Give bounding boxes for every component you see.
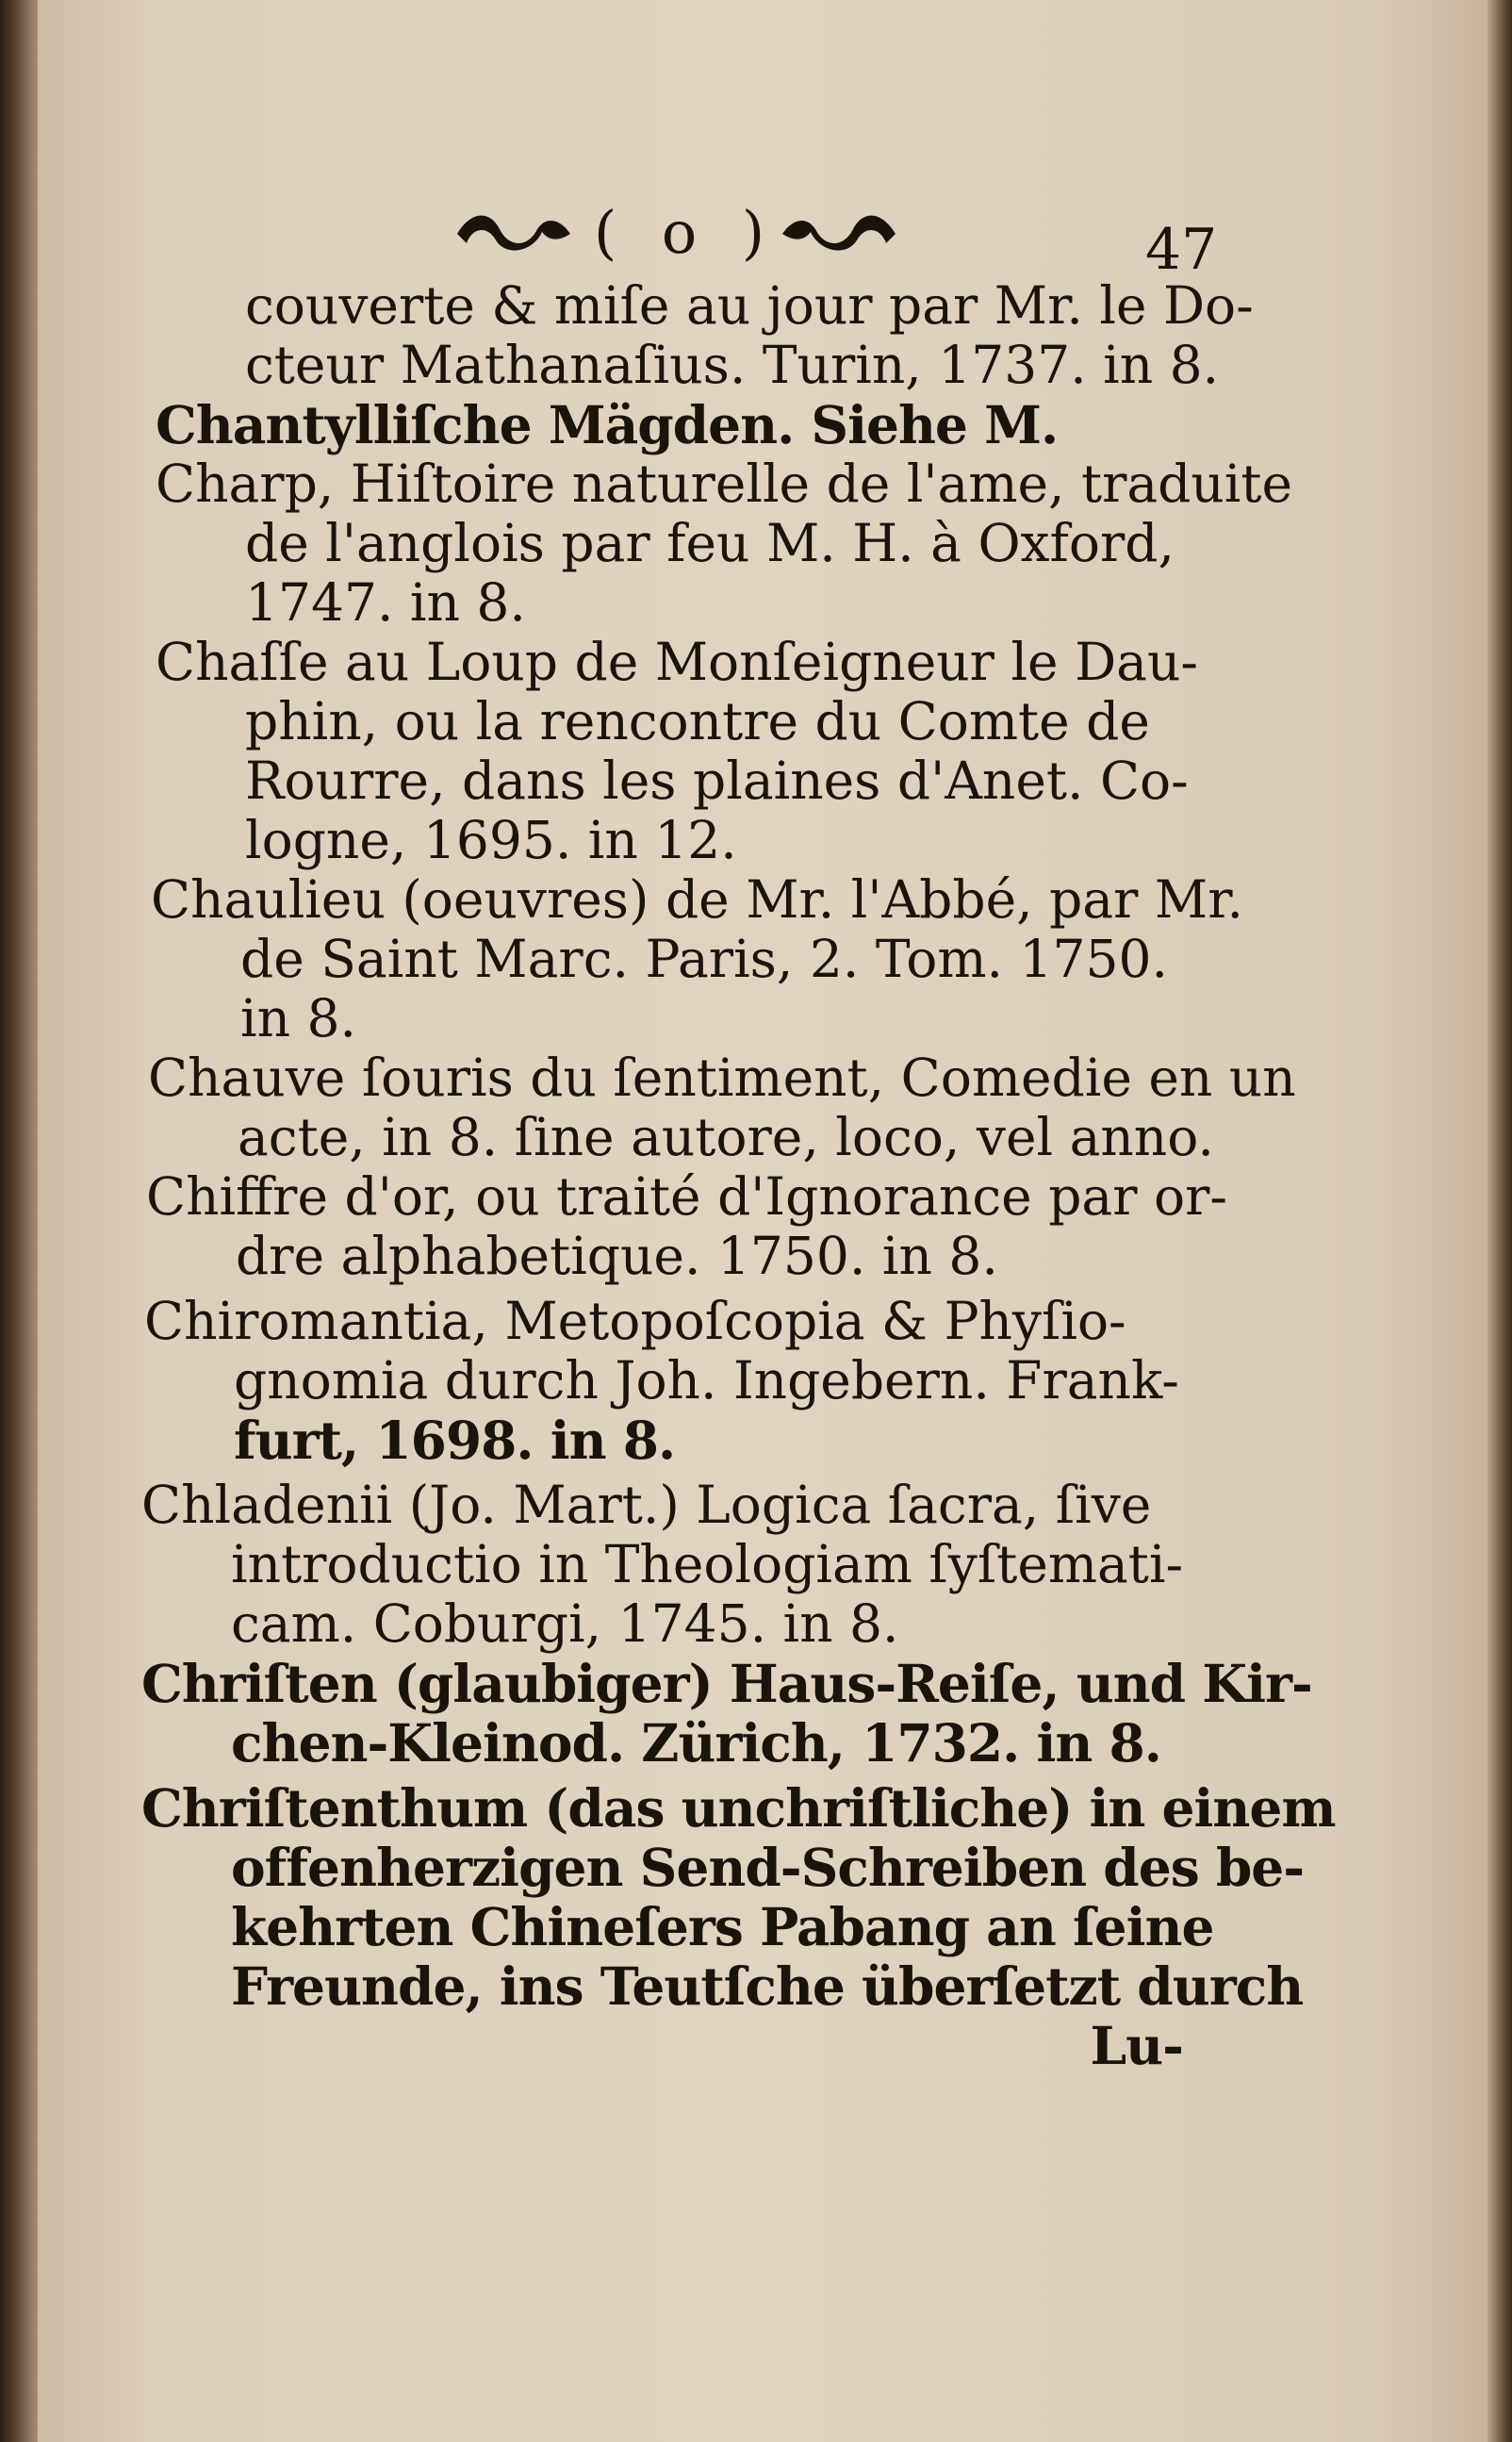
entry <box>146 1166 1227 1286</box>
text-line: Chaſſe au Loup de Monſeigneur le Dau- <box>156 632 1198 692</box>
binding-shadow <box>0 0 38 2442</box>
text-line: gnomia durch Joh. Ingebern. Frank- <box>234 1350 1179 1411</box>
entry-continuation <box>137 275 1254 395</box>
text-line: 1747. in 8. <box>245 572 526 633</box>
page-edge <box>1487 0 1512 2442</box>
header-mark: ( o ) <box>594 198 779 267</box>
text-line: kehrten Chineſers Pabang an ſeine <box>231 1896 1214 1957</box>
text-line: in 8. <box>240 988 356 1048</box>
entry <box>141 1476 1202 1654</box>
catchword: Lu- <box>1090 2015 1183 2076</box>
entry <box>151 869 1243 1048</box>
entry <box>144 1292 1202 1470</box>
ornament-left-icon <box>452 206 575 262</box>
text-line: logne, 1695. in 12. <box>245 810 737 870</box>
text-line: Chladenii (Jo. Mart.) Logica ſacra, ſive <box>141 1475 1152 1535</box>
entry <box>141 1777 1336 2017</box>
running-header <box>452 189 1218 283</box>
text-line: Charp, Hiſtoire naturelle de l'ame, traduite <box>156 454 1293 514</box>
text-line: cam. Coburgi, 1745. in 8. <box>231 1593 899 1654</box>
text-line: furt, 1698. in 8. <box>234 1410 676 1471</box>
text-line: phin, ou la rencontre du Comte de <box>245 691 1150 751</box>
entry <box>156 633 1202 870</box>
text-line: Chauve ſouris du ſentiment, Comedie en un <box>148 1048 1296 1108</box>
body-text <box>137 275 1336 2076</box>
entry <box>156 454 1293 633</box>
text-line: Chiffre d'or, ou traité d'Ignorance par or- <box>146 1166 1227 1227</box>
text-line: Rourre, dans les plaines d'Anet. Co- <box>245 751 1189 811</box>
text-line: chen-Kleinod. Zürich, 1732. in 8. <box>231 1712 1161 1774</box>
ornament-right-icon <box>778 206 900 262</box>
text-line: dre alphabetique. 1750. in 8. <box>236 1226 998 1286</box>
entry <box>141 1653 1312 1774</box>
text-line: de l'anglois par feu M. H. à Oxford, <box>245 513 1175 573</box>
text-line: Freunde, ins Teutſche überſetzt durch <box>231 1955 1304 2017</box>
text-line: de Saint Marc. Paris, 2. Tom. 1750. <box>240 929 1168 989</box>
text-line: Chriſtenthum (das unchriſtliche) in einem <box>141 1777 1336 1839</box>
text-line: offenherzigen Send-Schreiben des be- <box>231 1837 1305 1898</box>
text-line: couverte & miſe au jour par Mr. le Do- <box>245 275 1254 336</box>
text-line: introductio in Theologiam ſyſtemati- <box>231 1534 1184 1594</box>
entry <box>156 395 1202 454</box>
text-line: Chiromantia, Metopoſcopia & Phyſio- <box>144 1291 1126 1351</box>
page-number: 47 <box>1145 217 1218 283</box>
text-line: Chaulieu (oeuvres) de Mr. l'Abbé, par Mr. <box>151 869 1243 930</box>
text-line: acte, in 8. ſine autore, loco, vel anno. <box>238 1107 1214 1167</box>
entry <box>148 1048 1296 1167</box>
text-line: Chantylliſche Mägden. Siehe M. <box>156 394 1059 455</box>
text-line: Chriſten (glaubiger) Haus-Reiſe, und Kir- <box>141 1653 1312 1714</box>
text-line: cteur Mathanaſius. Turin, 1737. in 8. <box>245 335 1220 395</box>
